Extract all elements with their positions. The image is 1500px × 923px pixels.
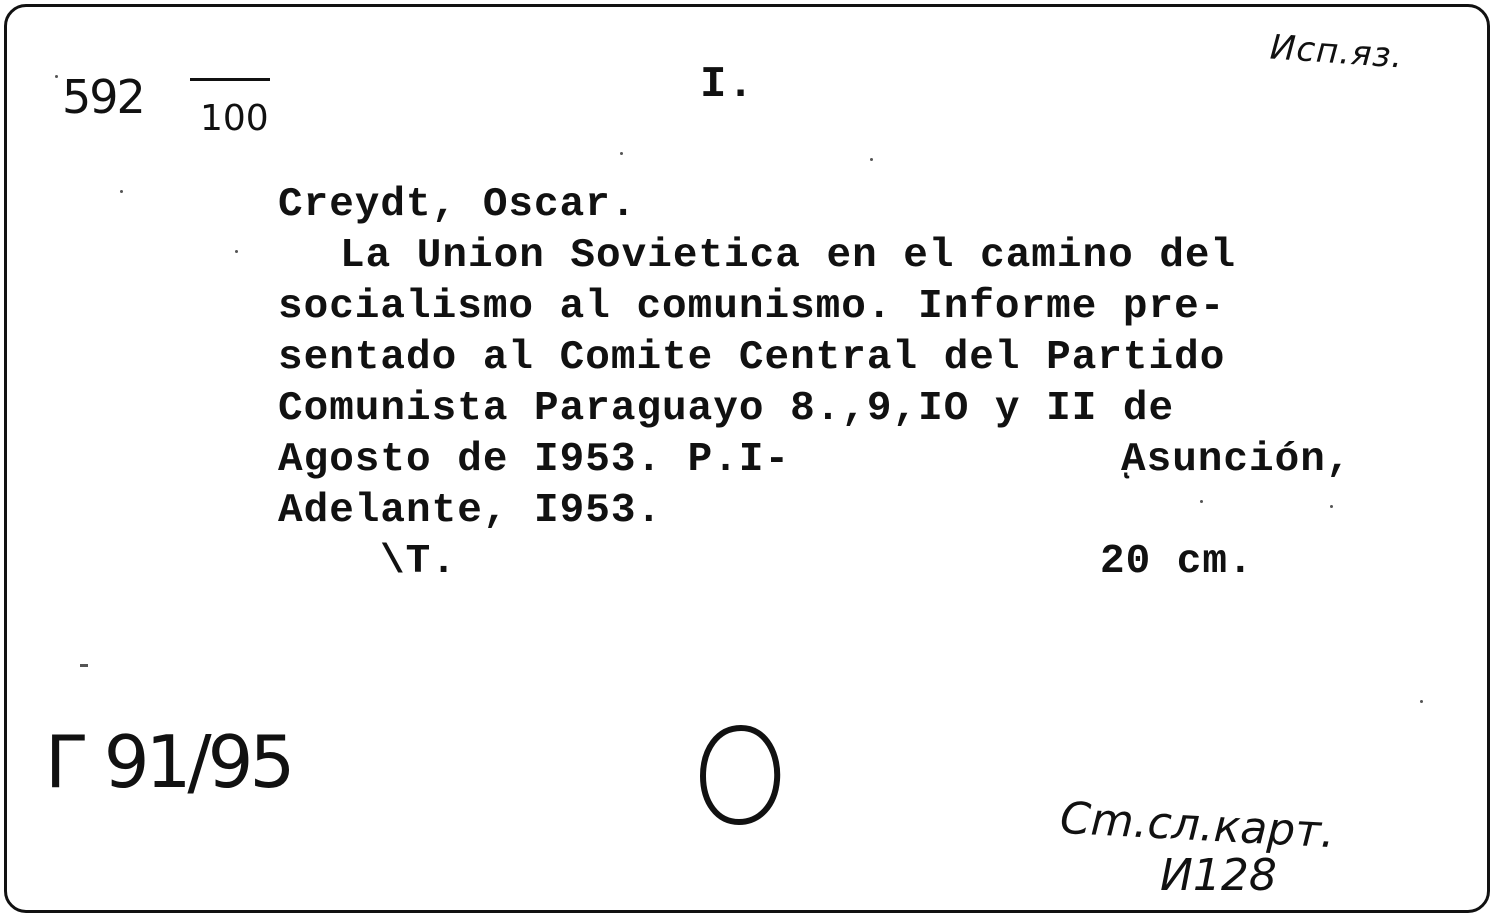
title-line: La Union Sovietica en el camino del <box>340 233 1237 279</box>
publisher-line: Adelante, I953. <box>278 488 663 534</box>
title-line: Comunista Paraguayo 8.,9,IO y II de <box>278 386 1175 432</box>
title-line: sentado al Comite Central del Partido <box>278 335 1226 381</box>
scan-speck <box>235 250 238 253</box>
call-number-fraction-line <box>190 78 270 81</box>
call-number-sub: 100 <box>200 98 269 139</box>
card-reference-line2: И128 <box>1160 850 1277 901</box>
call-number-main: 592 <box>62 70 144 124</box>
scan-speck <box>80 664 88 667</box>
scan-speck <box>1330 505 1333 508</box>
scan-speck <box>870 158 873 161</box>
publication-place: ͺAsunción, <box>1120 437 1352 483</box>
inventory-mark: Г 91/95 <box>45 720 292 804</box>
punch-hole-icon <box>695 722 787 830</box>
scan-speck <box>120 190 123 193</box>
scan-speck <box>55 75 58 78</box>
scan-speck <box>1420 700 1423 703</box>
card-reference-line1: Cm.cл.карт. <box>1058 792 1337 859</box>
scan-speck <box>620 152 623 155</box>
language-note: Исп.яз. <box>1268 27 1405 77</box>
title-line: Agosto de I953. P.I- <box>278 437 791 483</box>
title-line: socialismo al comunismo. Informe pre- <box>278 284 1226 330</box>
scan-speck <box>1200 500 1203 503</box>
size-note: 20 cm. <box>1100 539 1254 585</box>
author-heading: Creydt, Oscar. <box>278 182 637 228</box>
volume-count: \T. <box>380 539 457 585</box>
volume-mark: I. <box>700 60 755 110</box>
